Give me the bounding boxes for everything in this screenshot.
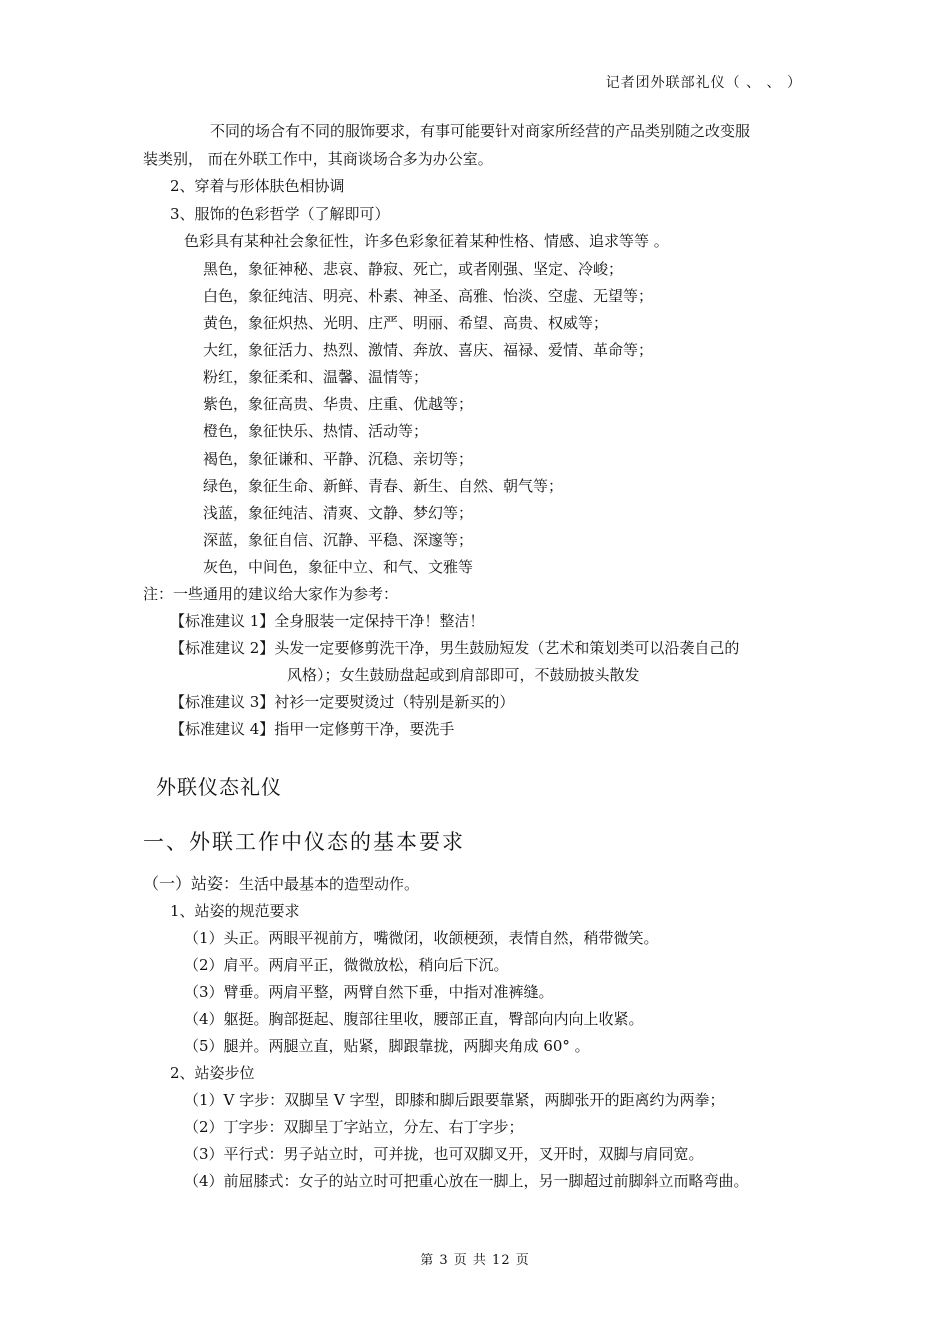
standing-requirement: （2）肩平。两肩平正，微微放松，稍向后下沉。 [184, 956, 509, 974]
color-item: 黑色，象征神秘、悲哀、静寂、死亡，或者刚强、坚定、冷峻； [203, 260, 624, 278]
suggestion-2-line-2: 风格）；女生鼓励盘起或到肩部即可，不鼓励披头散发 [287, 666, 640, 684]
standing-step: （1）V 字步：双脚呈 V 字型，即膝和脚后跟要靠紧，两脚张开的距离约为两拳； [184, 1091, 725, 1109]
standing-step: （4）前屈膝式：女子的站立时可把重心放在一脚上，另一脚超过前脚斜立而略弯曲。 [184, 1172, 749, 1190]
standing-requirement: （3）臂垂。两肩平整，两臂自然下垂，中指对准裤缝。 [184, 983, 554, 1001]
suggestion-4: 【标准建议 4】指甲一定修剪干净，要洗手 [170, 720, 455, 738]
standing-step: （3）平行式：男子站立时，可并拢，也可双脚叉开，叉开时，双脚与肩同宽。 [184, 1145, 704, 1163]
color-item: 灰色，中间色，象征中立、和气、文雅等 [203, 558, 474, 576]
intro-paragraph-line-1: 不同的场合有不同的服饰要求，有事可能要针对商家所经营的产品类别随之改变服 [210, 122, 751, 140]
standing-subheading-2: 2、站姿步位 [170, 1064, 255, 1082]
color-item: 橙色，象征快乐、热情、活动等； [203, 422, 429, 440]
standing-subheading-1: 1、站姿的规范要求 [170, 902, 300, 920]
section-title: 外联仪态礼仪 [156, 775, 282, 799]
suggestion-2-line-1: 【标准建议 2】头发一定要修剪洗干净，男生鼓励短发（艺术和策划类可以沿袭自己的 [170, 639, 740, 657]
note-label: 注：一些通用的建议给大家作为参考： [143, 585, 399, 603]
standing-requirement: （4）躯挺。胸部挺起、腹部往里收，腰部正直，臀部向内向上收紧。 [184, 1010, 644, 1028]
color-item: 大红，象征活力、热烈、激情、奔放、喜庆、福禄、爱情、革命等； [203, 341, 654, 359]
standing-desc: 生活中最基本的造型动作。 [239, 875, 420, 893]
standing-heading [143, 874, 419, 894]
color-item: 褐色，象征谦和、平静、沉稳、亲切等； [203, 450, 474, 468]
suggestion-3: 【标准建议 3】衬衫一定要熨烫过（特别是新买的） [170, 693, 515, 711]
color-intro: 色彩具有某种社会象征性，许多色彩象征着某种性格、情感、追求等等 。 [184, 232, 669, 250]
page-header: 记者团外联部礼仪（ 、 、 ） [605, 75, 802, 91]
color-item: 深蓝，象征自信、沉静、平稳、深邃等； [203, 531, 474, 549]
standing-label: （一）站姿： [143, 874, 240, 893]
color-item: 紫色，象征高贵、华贵、庄重、优越等； [203, 395, 474, 413]
standing-requirement: （1）头正。两眼平视前方，嘴微闭，收颌梗颈，表情自然，稍带微笑。 [184, 929, 659, 947]
color-item: 白色，象征纯洁、明亮、朴素、神圣、高雅、怡淡、空虚、无望等； [203, 287, 654, 305]
list-item-2: 2、穿着与形体肤色相协调 [170, 177, 345, 195]
suggestion-1: 【标准建议 1】全身服装一定保持干净！整洁！ [170, 612, 485, 630]
color-item: 绿色，象征生命、新鲜、青春、新生、自然、朝气等； [203, 477, 564, 495]
list-item-3: 3、服饰的色彩哲学（了解即可） [170, 205, 390, 223]
standing-step: （2）丁字步：双脚呈丁字站立，分左、右丁字步； [184, 1118, 524, 1136]
page-number: 第 3 页 共 12 页 [420, 1253, 530, 1268]
color-item: 黄色，象征炽热、光明、庄严、明丽、希望、高贵、权威等； [203, 314, 609, 332]
color-item: 粉红，象征柔和、温馨、温情等； [203, 368, 429, 386]
intro-paragraph-line-2: 装类别， 而在外联工作中，其商谈场合多为办公室。 [143, 150, 493, 168]
standing-requirement: （5）腿并。两腿立直，贴紧，脚跟靠拢，两脚夹角成 60° 。 [184, 1037, 590, 1055]
color-item: 浅蓝，象征纯洁、清爽、文静、梦幻等； [203, 504, 474, 522]
main-heading: 一、外联工作中仪态的基本要求 [143, 830, 465, 854]
